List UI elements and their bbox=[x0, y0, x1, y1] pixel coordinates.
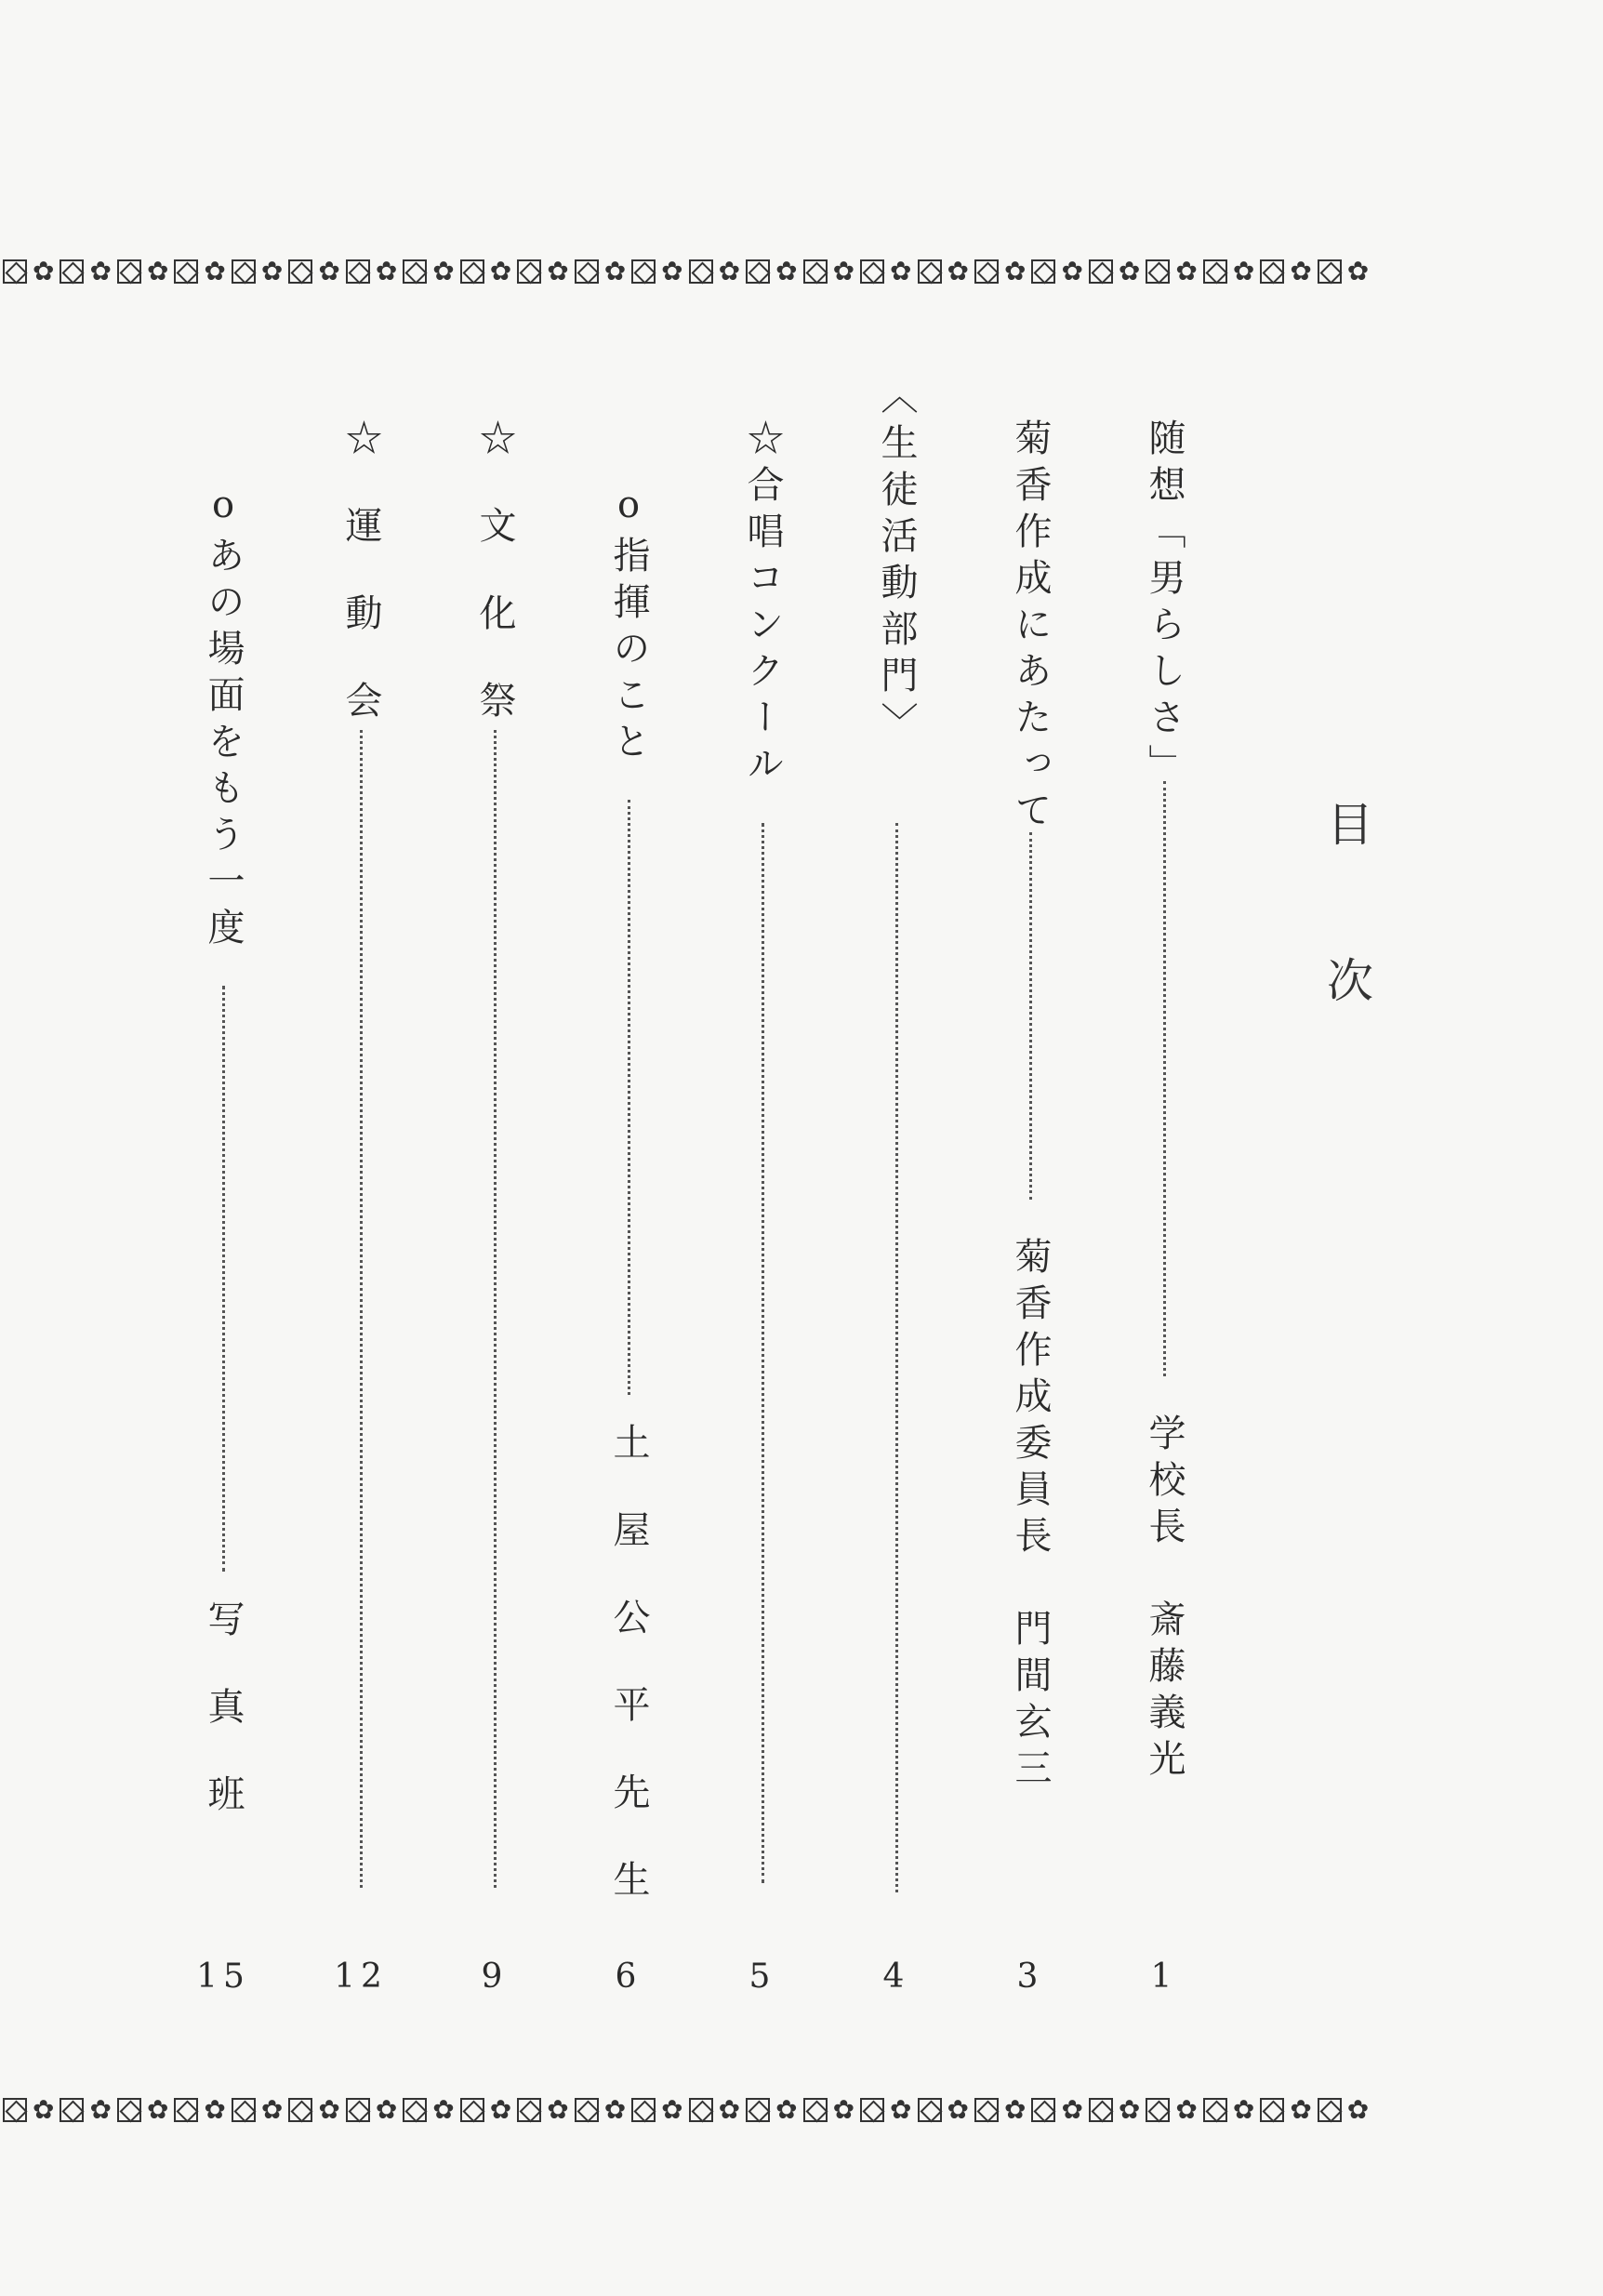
flower-icon: ✿ bbox=[204, 2094, 226, 2125]
border-motif bbox=[114, 256, 171, 286]
flower-icon: ✿ bbox=[1061, 2094, 1083, 2125]
flower-icon: ✿ bbox=[1290, 256, 1312, 286]
toc-entry-page-number: 1 bbox=[1150, 1958, 1178, 1996]
diamond-box-icon bbox=[974, 259, 999, 284]
toc-entry-page-number: 5 bbox=[749, 1958, 776, 1996]
border-motif bbox=[1257, 2094, 1314, 2125]
border-motif bbox=[0, 2094, 57, 2125]
flower-icon: ✿ bbox=[1232, 2094, 1255, 2125]
toc-entry-page-number: 6 bbox=[615, 1958, 643, 1996]
flower-icon: ✿ bbox=[375, 2094, 398, 2125]
dot-leader bbox=[222, 986, 225, 1572]
flower-icon: ✿ bbox=[89, 256, 112, 286]
diamond-box-icon bbox=[575, 259, 599, 284]
flower-icon: ✿ bbox=[775, 256, 798, 286]
flower-icon: ✿ bbox=[146, 2094, 169, 2125]
border-motif bbox=[400, 2094, 457, 2125]
diamond-box-icon bbox=[1318, 2098, 1342, 2122]
flower-icon: ✿ bbox=[947, 2094, 969, 2125]
page-title: 目次 bbox=[1319, 800, 1373, 1112]
border-motif bbox=[0, 256, 57, 286]
diamond-box-icon bbox=[1089, 259, 1113, 284]
toc-entry-title: ☆文化祭 bbox=[473, 418, 516, 768]
border-motif bbox=[1200, 2094, 1257, 2125]
toc-entry-page-number: 12 bbox=[334, 1958, 388, 1996]
dot-leader bbox=[628, 800, 630, 1395]
flower-icon: ✿ bbox=[603, 2094, 627, 2125]
flower-icon: ✿ bbox=[489, 256, 512, 286]
border-motif bbox=[1257, 256, 1314, 286]
diamond-box-icon bbox=[974, 2098, 999, 2122]
diamond-box-icon bbox=[60, 2098, 84, 2122]
border-motif bbox=[514, 256, 571, 286]
toc-entry-chorus-contest bbox=[735, 0, 790, 2296]
flower-icon: ✿ bbox=[547, 256, 569, 286]
toc-entry-title: 菊香作成にあたって bbox=[1009, 418, 1052, 837]
border-motif bbox=[1200, 256, 1257, 286]
toc-entry-author: 菊香作成委員長 門間玄三 bbox=[1009, 1237, 1052, 1795]
flower-icon: ✿ bbox=[603, 256, 627, 286]
diamond-box-icon bbox=[1089, 2098, 1113, 2122]
flower-icon: ✿ bbox=[1175, 2094, 1198, 2125]
diamond-box-icon bbox=[403, 259, 427, 284]
diamond-box-icon bbox=[689, 2098, 713, 2122]
flower-icon: ✿ bbox=[832, 2094, 855, 2125]
flower-icon: ✿ bbox=[832, 256, 855, 286]
flower-icon: ✿ bbox=[1232, 256, 1255, 286]
diamond-box-icon bbox=[1203, 259, 1227, 284]
toc-entry-student-activities bbox=[868, 0, 924, 2296]
diamond-box-icon bbox=[3, 2098, 27, 2122]
border-motif bbox=[400, 256, 457, 286]
flower-icon: ✿ bbox=[318, 256, 340, 286]
diamond-box-icon bbox=[403, 2098, 427, 2122]
flower-icon: ✿ bbox=[661, 256, 683, 286]
toc-entry-author: 写真班 bbox=[202, 1599, 245, 1862]
flower-icon: ✿ bbox=[1346, 256, 1370, 286]
flower-icon: ✿ bbox=[1118, 2094, 1141, 2125]
flower-icon: ✿ bbox=[1290, 2094, 1312, 2125]
flower-icon: ✿ bbox=[890, 256, 912, 286]
border-motif bbox=[1315, 2094, 1371, 2125]
toc-entry-essay bbox=[1136, 0, 1192, 2296]
toc-entry-title: o指揮のこと bbox=[607, 484, 650, 768]
dot-leader bbox=[360, 730, 363, 1888]
border-motif bbox=[57, 2094, 113, 2125]
toc-entry-sports-day bbox=[333, 0, 389, 2296]
flower-icon: ✿ bbox=[1003, 2094, 1027, 2125]
dot-leader bbox=[494, 730, 497, 1888]
flower-icon: ✿ bbox=[432, 256, 455, 286]
diamond-box-icon bbox=[288, 2098, 312, 2122]
dot-leader bbox=[762, 823, 764, 1883]
diamond-box-icon bbox=[1260, 259, 1284, 284]
border-motif bbox=[514, 2094, 571, 2125]
toc-entry-page-number: 15 bbox=[196, 1958, 250, 1996]
diamond-box-icon bbox=[1318, 259, 1342, 284]
border-motif bbox=[114, 2094, 171, 2125]
toc-entry-kikka-creation bbox=[1002, 0, 1058, 2296]
toc-entry-title: 随想「男らしさ」 bbox=[1143, 418, 1186, 790]
flower-icon: ✿ bbox=[661, 2094, 683, 2125]
flower-icon: ✿ bbox=[1061, 256, 1083, 286]
flower-icon: ✿ bbox=[204, 256, 226, 286]
toc-entry-author: 土屋公平先生 bbox=[607, 1423, 650, 1947]
toc-entry-page-number: 4 bbox=[882, 1958, 910, 1996]
flower-icon: ✿ bbox=[489, 2094, 512, 2125]
border-motif bbox=[57, 256, 113, 286]
flower-icon: ✿ bbox=[432, 2094, 455, 2125]
dot-leader bbox=[1163, 781, 1166, 1376]
flower-icon: ✿ bbox=[1003, 256, 1027, 286]
toc-entry-title: oあの場面をもう一度 bbox=[202, 484, 245, 954]
flower-icon: ✿ bbox=[375, 256, 398, 286]
flower-icon: ✿ bbox=[718, 2094, 741, 2125]
border-motif bbox=[1086, 2094, 1143, 2125]
dot-leader bbox=[895, 823, 898, 1892]
diamond-box-icon bbox=[803, 2098, 828, 2122]
border-motif bbox=[801, 256, 857, 286]
diamond-box-icon bbox=[575, 2098, 599, 2122]
flower-icon: ✿ bbox=[547, 2094, 569, 2125]
diamond-box-icon bbox=[1260, 2098, 1284, 2122]
flower-icon: ✿ bbox=[890, 2094, 912, 2125]
flower-icon: ✿ bbox=[260, 2094, 284, 2125]
toc-entry-culture-festival bbox=[467, 0, 523, 2296]
flower-icon: ✿ bbox=[318, 2094, 340, 2125]
flower-icon: ✿ bbox=[1118, 256, 1141, 286]
toc-entry-title: 〈生徒活動部門〉 bbox=[875, 377, 918, 749]
border-motif bbox=[801, 2094, 857, 2125]
flower-icon: ✿ bbox=[718, 256, 741, 286]
toc-entry-page-number: 9 bbox=[481, 1958, 509, 1996]
flower-icon: ✿ bbox=[89, 2094, 112, 2125]
dot-leader bbox=[1029, 832, 1032, 1200]
toc-entry-title: ☆運動会 bbox=[339, 418, 382, 768]
diamond-box-icon bbox=[117, 259, 141, 284]
toc-entry-title: ☆合唱コンクール bbox=[741, 418, 784, 790]
border-motif bbox=[1086, 256, 1143, 286]
diamond-box-icon bbox=[803, 259, 828, 284]
flower-icon: ✿ bbox=[33, 2094, 55, 2125]
flower-icon: ✿ bbox=[1175, 256, 1198, 286]
diamond-box-icon bbox=[689, 259, 713, 284]
flower-icon: ✿ bbox=[947, 256, 969, 286]
diamond-box-icon bbox=[3, 259, 27, 284]
flower-icon: ✿ bbox=[33, 256, 55, 286]
toc-entry-photo-replay bbox=[195, 0, 251, 2296]
flower-icon: ✿ bbox=[260, 256, 284, 286]
flower-icon: ✿ bbox=[1346, 2094, 1370, 2125]
toc-entry-page-number: 3 bbox=[1016, 1958, 1044, 1996]
flower-icon: ✿ bbox=[146, 256, 169, 286]
toc-entry-conducting bbox=[601, 0, 656, 2296]
diamond-box-icon bbox=[117, 2098, 141, 2122]
diamond-box-icon bbox=[60, 259, 84, 284]
diamond-box-icon bbox=[288, 259, 312, 284]
toc-entry-author: 学校長 斎藤義光 bbox=[1143, 1413, 1186, 1785]
flower-icon: ✿ bbox=[775, 2094, 798, 2125]
border-motif bbox=[1315, 256, 1371, 286]
diamond-box-icon bbox=[1203, 2098, 1227, 2122]
